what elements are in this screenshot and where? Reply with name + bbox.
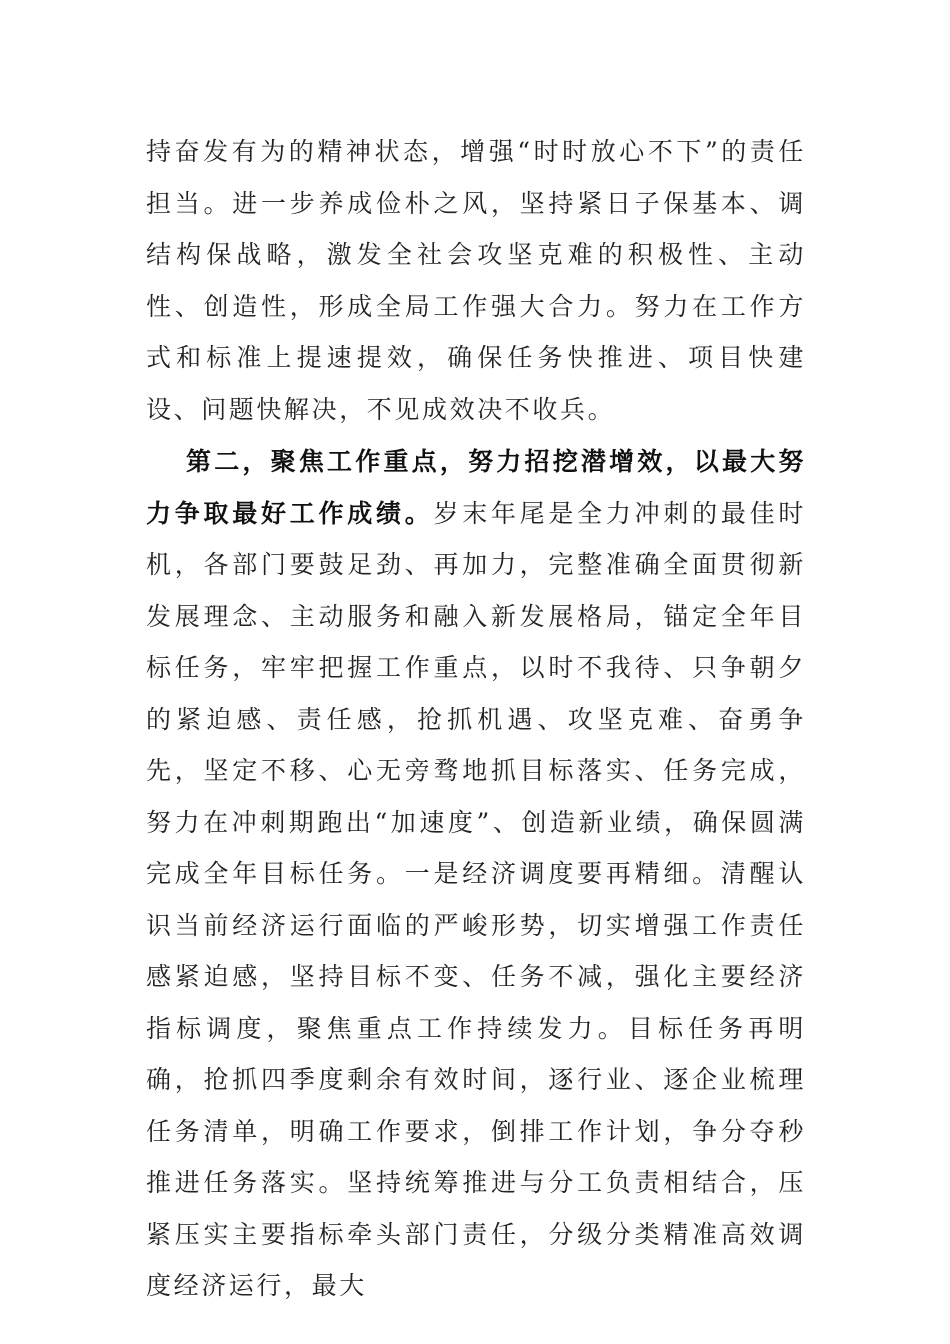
paragraph-2-text: 岁末年尾是全力冲刺的最佳时机，各部门要鼓足劲、再加力，完整准确全面贯彻新发展理念、主动服务和融入新发展格局，锚定全年目标任务，牢牢把握工作重点，以时不我待、只争朝夕的紧迫感、责任感，抢抓机遇、攻坚克难、奋勇争先，坚定不移、心无旁骛地抓目标落实、任务完成，努力在冲刺期跑出“加速度”、创造新业绩，确保圆满完成全年目标任务。一是经济调度要再精细。清醒认识当前经济运行面临的严峻形势，切实增强工作责任感紧迫感，坚持目标不变、任务不减，强化主要经济指标调度，聚焦重点工作持续发力。目标任务再明确，抢抓四季度剩余有效时间，逐行业、逐企业梳理任务清单，明确工作要求，倒排工作计划，争分夺秒推进任务落实。坚持统筹推进与分工负责相结合，压紧压实主要指标牵头部门责任，分级分类精准高效调度经济运行，最大 — [146, 498, 806, 1300]
paragraph-1 — [146, 126, 806, 435]
paragraph-2 — [146, 436, 806, 1312]
paragraph-1-text: 持奋发有为的精神状态，增强“时时放心不下”的责任担当。进一步养成俭朴之风，坚持紧日子保基本、调结构保战略，激发全社会攻坚克难的积极性、主动性、创造性，形成全局工作强大合力。努力在工作方式和标准上提速提效，确保任务快推进、项目快建设、问题快解决，不见成效决不收兵。 — [146, 137, 806, 424]
paragraph-2-heading: 第二，聚焦工作重点，努力招挖潜增效，以最大努力争取最好工作成绩。 — [146, 447, 806, 528]
